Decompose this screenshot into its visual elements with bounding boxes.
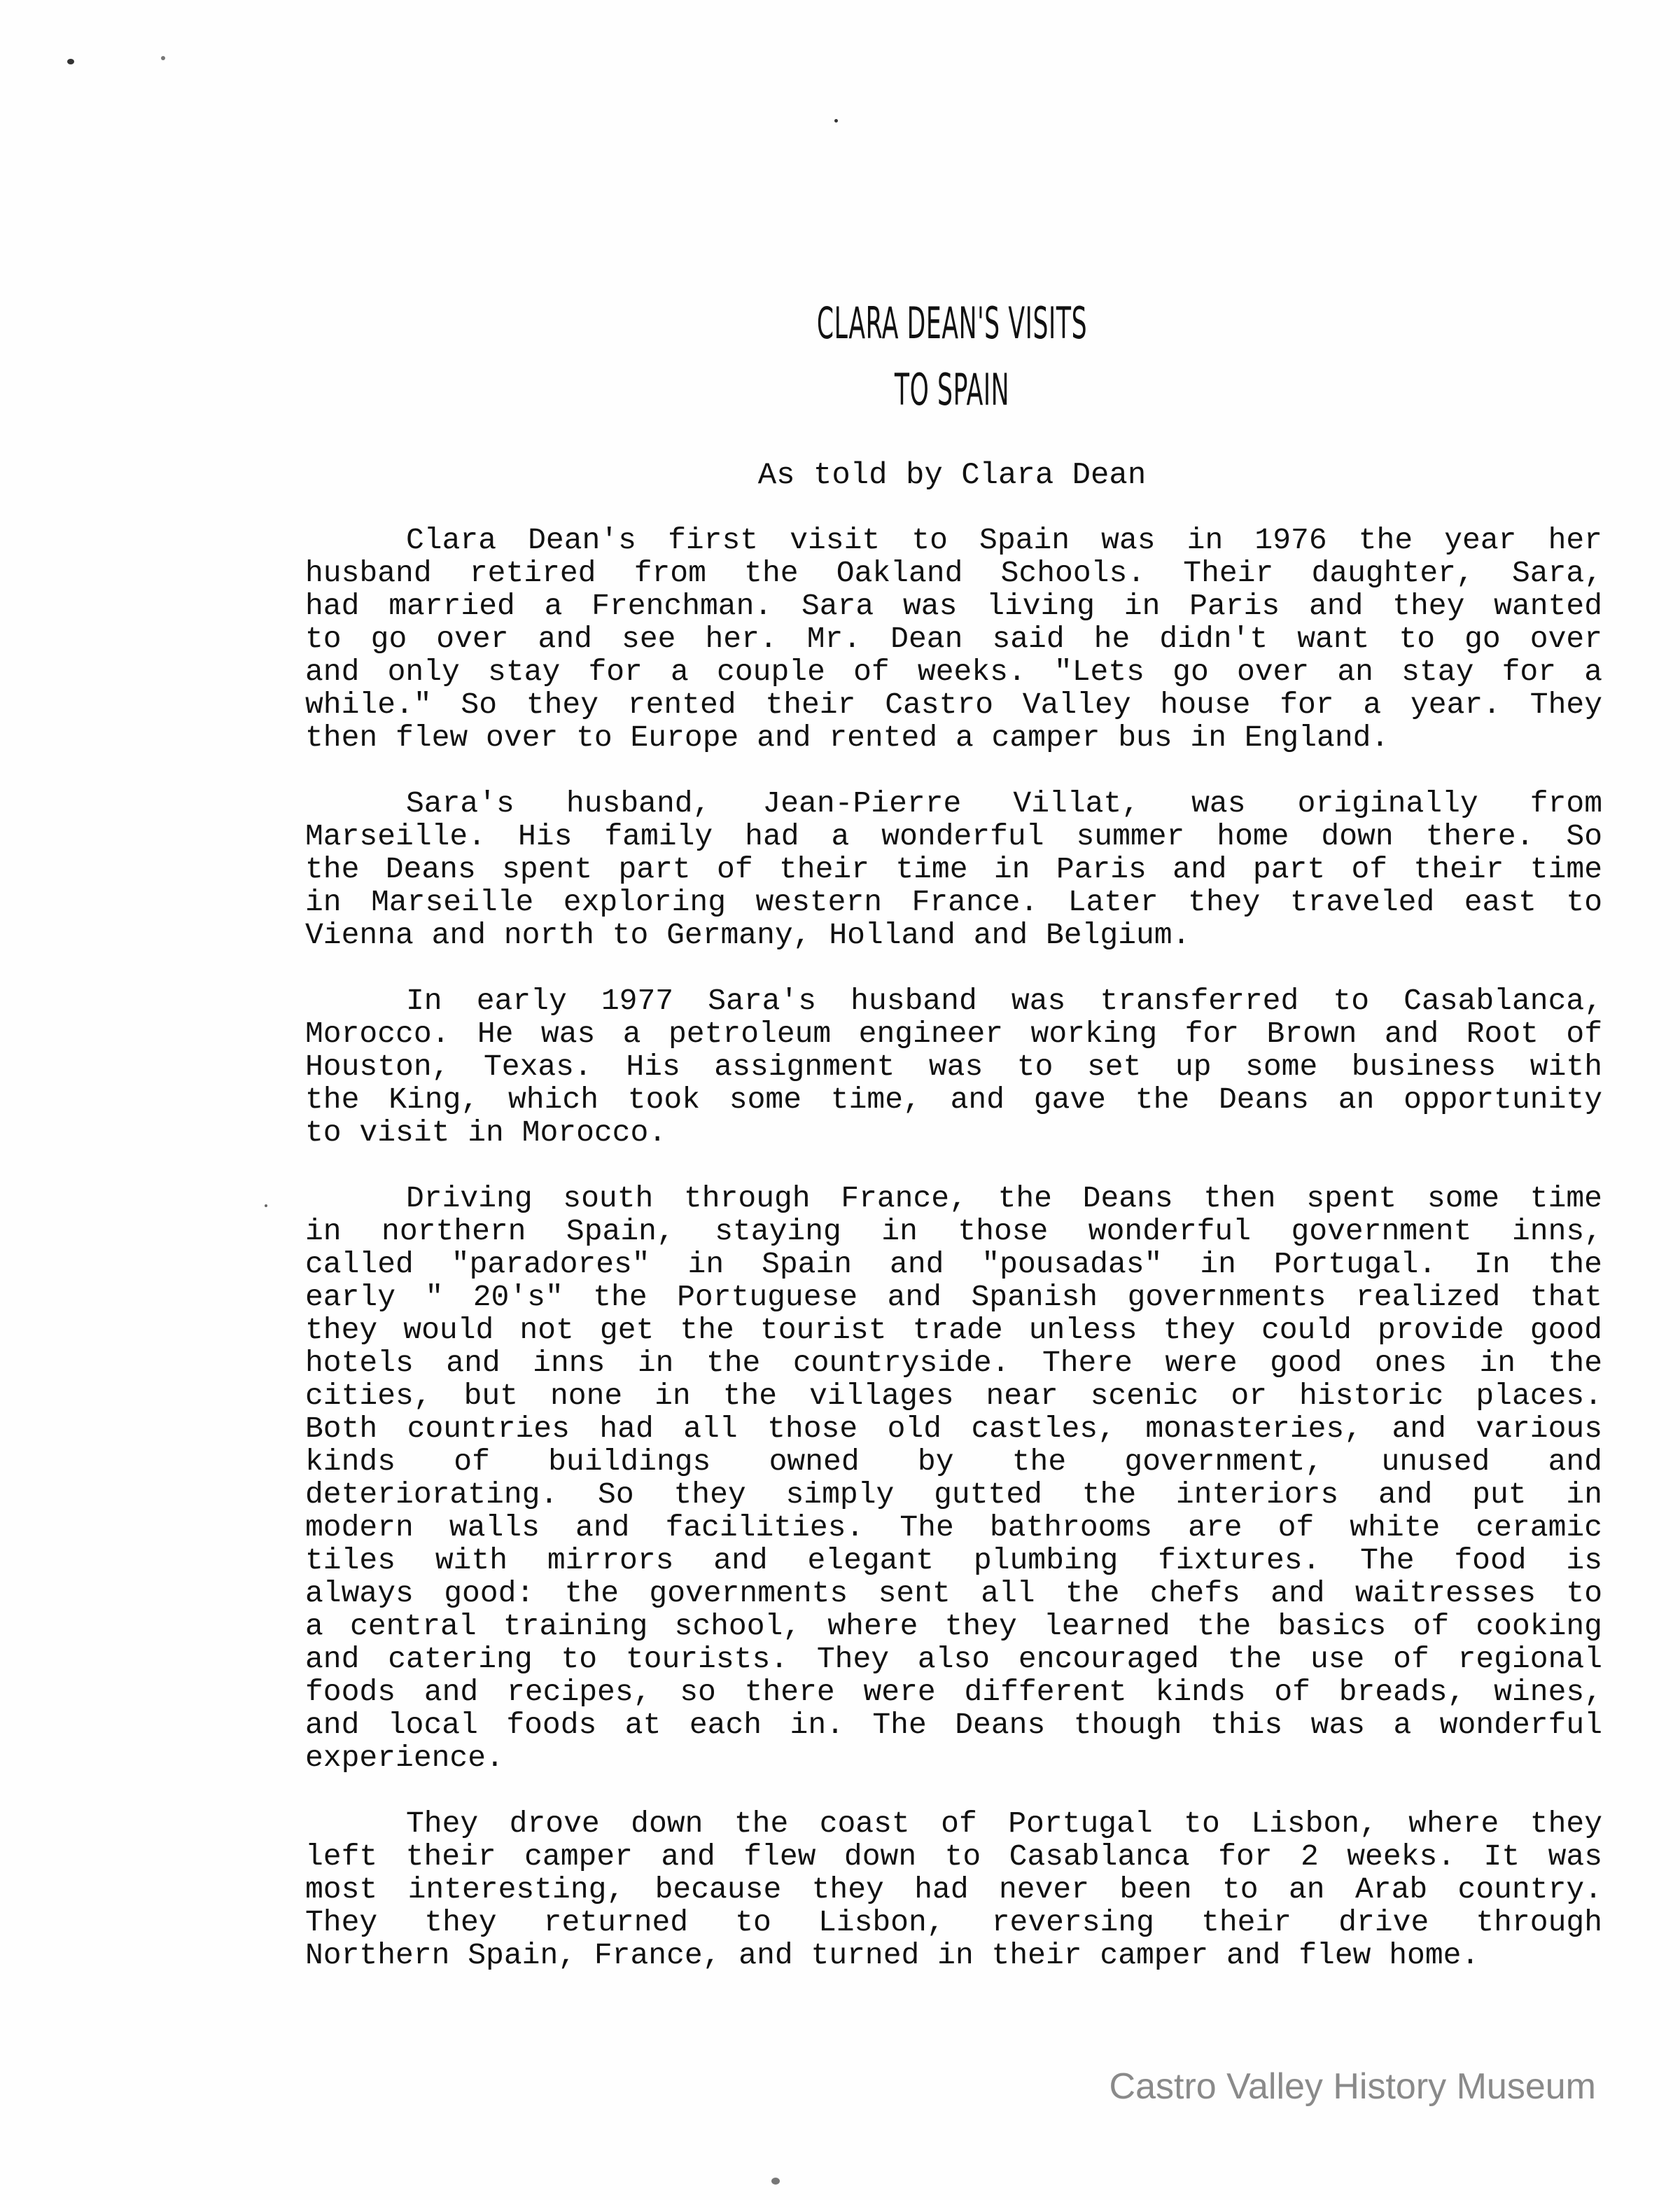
paragraph-line: Morocco. He was a petroleum engineer working for Brown and Root of	[305, 1017, 1602, 1051]
paragraph	[305, 524, 1602, 754]
paragraph	[305, 984, 1602, 1149]
paragraph-line: Clara Dean's first visit to Spain was in 1976 the year her	[406, 523, 1602, 557]
scan-speck	[771, 2178, 780, 2185]
paragraph-line: In early 1977 Sara's husband was transferred to Casablanca,	[406, 984, 1602, 1018]
document-title-line-1: CLARA DEAN'S VISITS	[816, 298, 1088, 349]
scan-speck	[67, 59, 74, 64]
paragraph-line: Both countries had all those old castles, monasteries, and various	[305, 1412, 1602, 1446]
byline: As told by Clara Dean	[757, 458, 1147, 493]
paragraph-line: They they returned to Lisbon, reversing their drive through	[305, 1905, 1602, 1940]
paragraph-line: and only stay for a couple of weeks. "Lets go over an stay for a	[305, 655, 1602, 689]
paragraph-line: while." So they rented their Castro Valley house for a year. They	[305, 688, 1602, 722]
paragraph-line: then flew over to Europe and rented a camper bus in England.	[305, 720, 1390, 755]
paragraph-line: experience.	[305, 1741, 504, 1775]
scan-speck	[161, 56, 165, 60]
paragraph-line: the King, which took some time, and gave the Deans an opportunity	[305, 1082, 1602, 1117]
paragraph-line: Sara's husband, Jean-Pierre Villat, was originally from	[406, 786, 1602, 821]
paragraph-line: had married a Frenchman. Sara was living in Paris and they wanted	[305, 589, 1602, 623]
paragraph-line: deteriorating. So they simply gutted the interiors and put in	[305, 1477, 1602, 1512]
watermark: Castro Valley History Museum	[1109, 2066, 1596, 2107]
paragraph-line: Northern Spain, France, and turned in their camper and flew home.	[305, 1938, 1480, 1972]
paragraph-line: cities, but none in the villages near scenic or historic places.	[305, 1379, 1602, 1413]
paragraph	[305, 787, 1602, 952]
paragraph-line: in Marseille exploring western France. Later they traveled east to	[305, 885, 1602, 919]
paragraph-line: most interesting, because they had never been to an Arab country.	[305, 1872, 1602, 1907]
paragraph-line: husband retired from the Oakland Schools. Their daughter, Sara,	[305, 556, 1602, 590]
paragraph-line: to visit in Morocco.	[305, 1115, 667, 1150]
paragraph-line: hotels and inns in the countryside. There were good ones in the	[305, 1346, 1602, 1380]
paragraph-line: a central training school, where they learned the basics of cooking	[305, 1609, 1602, 1643]
scan-speck	[265, 1204, 267, 1207]
paragraph-line: Driving south through France, the Deans then spent some time	[406, 1181, 1602, 1216]
paragraph-line: Vienna and north to Germany, Holland and Belgium.	[305, 918, 1191, 952]
paragraph-line: called "paradores" in Spain and "pousadas" in Portugal. In the	[305, 1247, 1602, 1281]
scan-speck	[834, 119, 838, 123]
paragraph-line: to go over and see her. Mr. Dean said he didn't want to go over	[305, 622, 1602, 656]
paragraph-line: Marseille. His family had a wonderful summer home down there. So	[305, 819, 1602, 854]
paragraph-line: the Deans spent part of their time in Paris and part of their time	[305, 852, 1602, 886]
paragraph-line: left their camper and flew down to Casablanca for 2 weeks. It was	[305, 1839, 1602, 1874]
document-body	[305, 524, 1602, 2005]
paragraph-line: They drove down the coast of Portugal to Lisbon, where they	[406, 1806, 1602, 1841]
paragraph-line: foods and recipes, so there were different kinds of breads, wines,	[305, 1675, 1602, 1709]
paragraph-line: and local foods at each in. The Deans though this was a wonderful	[305, 1708, 1602, 1742]
paragraph-line: and catering to tourists. They also encouraged the use of regional	[305, 1642, 1602, 1676]
paragraph-line: always good: the governments sent all the chefs and waitresses to	[305, 1576, 1602, 1610]
document-title-line-2: TO SPAIN	[894, 364, 1010, 415]
paragraph-line: Houston, Texas. His assignment was to set up some business with	[305, 1050, 1602, 1084]
paragraph-line: modern walls and facilities. The bathrooms are of white ceramic	[305, 1510, 1602, 1545]
paragraph-line: tiles with mirrors and elegant plumbing fixtures. The food is	[305, 1543, 1602, 1578]
paragraph	[305, 1807, 1602, 1972]
paragraph-line: they would not get the tourist trade unless they could provide good	[305, 1313, 1602, 1347]
paragraph-line: kinds of buildings owned by the government, unused and	[305, 1444, 1602, 1479]
paragraph-line: early " 20's" the Portuguese and Spanish governments realized that	[305, 1280, 1602, 1314]
paragraph-line: in northern Spain, staying in those wonderful government inns,	[305, 1214, 1602, 1248]
paragraph	[305, 1182, 1602, 1774]
